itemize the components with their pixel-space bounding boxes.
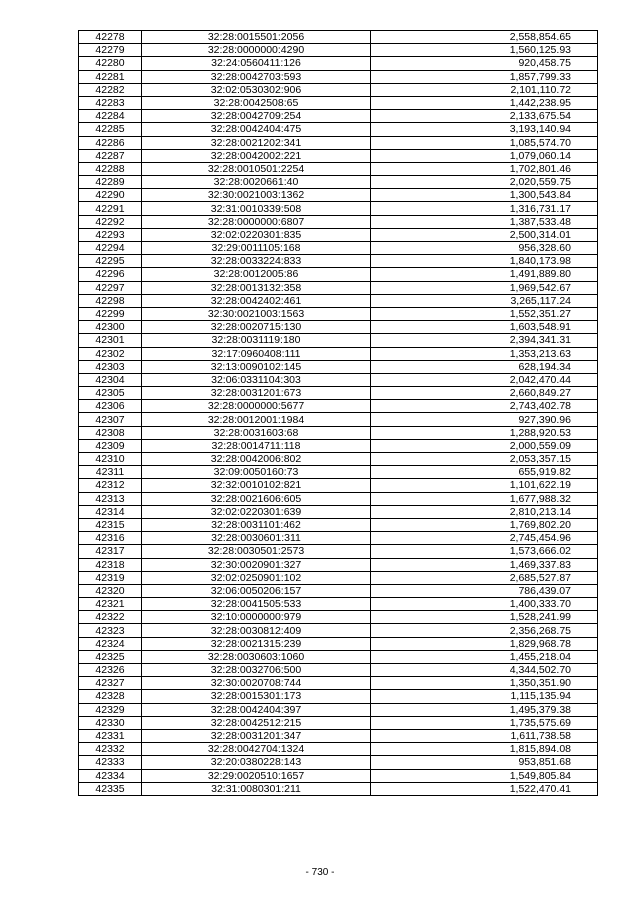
row-id-cell: 42328 bbox=[79, 690, 142, 703]
amount-cell: 1,677,988.32 bbox=[371, 492, 598, 505]
table-row bbox=[79, 677, 598, 690]
cadastral-code-cell: 32:30:0021003:1563 bbox=[142, 307, 371, 320]
row-id-cell: 42308 bbox=[79, 426, 142, 439]
row-id-cell: 42297 bbox=[79, 281, 142, 294]
cadastral-code-cell: 32:28:0031119:180 bbox=[142, 334, 371, 347]
row-id-cell: 42331 bbox=[79, 729, 142, 742]
amount-cell: 1,316,731.17 bbox=[371, 202, 598, 215]
amount-cell: 2,810,213.14 bbox=[371, 505, 598, 518]
table-row bbox=[79, 228, 598, 241]
table-row bbox=[79, 96, 598, 109]
table-row bbox=[79, 202, 598, 215]
amount-cell: 2,660,849.27 bbox=[371, 387, 598, 400]
amount-cell: 3,265,117.24 bbox=[371, 294, 598, 307]
amount-cell: 1,552,351.27 bbox=[371, 307, 598, 320]
row-id-cell: 42327 bbox=[79, 677, 142, 690]
amount-cell: 2,101,110.72 bbox=[371, 83, 598, 96]
table-body bbox=[79, 31, 598, 796]
table-row bbox=[79, 611, 598, 624]
cadastral-code-cell: 32:28:0013132:358 bbox=[142, 281, 371, 294]
row-id-cell: 42296 bbox=[79, 268, 142, 281]
table-row bbox=[79, 413, 598, 426]
row-id-cell: 42299 bbox=[79, 307, 142, 320]
cadastral-code-cell: 32:28:0030601:311 bbox=[142, 532, 371, 545]
row-id-cell: 42313 bbox=[79, 492, 142, 505]
cadastral-code-cell: 32:06:0050206:157 bbox=[142, 584, 371, 597]
amount-cell: 1,079,060.14 bbox=[371, 149, 598, 162]
row-id-cell: 42306 bbox=[79, 400, 142, 413]
row-id-cell: 42311 bbox=[79, 466, 142, 479]
table-row bbox=[79, 505, 598, 518]
table-row bbox=[79, 110, 598, 123]
row-id-cell: 42318 bbox=[79, 558, 142, 571]
row-id-cell: 42333 bbox=[79, 756, 142, 769]
cadastral-code-cell: 32:28:0031603:68 bbox=[142, 426, 371, 439]
table-row bbox=[79, 321, 598, 334]
table-row bbox=[79, 439, 598, 452]
amount-cell: 2,685,527.87 bbox=[371, 571, 598, 584]
amount-cell: 2,020,559.75 bbox=[371, 176, 598, 189]
cadastral-code-cell: 32:28:0042704:1324 bbox=[142, 743, 371, 756]
amount-cell: 1,611,738.58 bbox=[371, 729, 598, 742]
cadastral-code-cell: 32:28:0015501:2056 bbox=[142, 31, 371, 44]
row-id-cell: 42294 bbox=[79, 242, 142, 255]
cadastral-code-cell: 32:28:0000000:5677 bbox=[142, 400, 371, 413]
page-number: - 730 - bbox=[305, 867, 335, 878]
row-id-cell: 42312 bbox=[79, 479, 142, 492]
table-row bbox=[79, 756, 598, 769]
table-row bbox=[79, 492, 598, 505]
row-id-cell: 42315 bbox=[79, 518, 142, 531]
cadastral-code-cell: 32:02:0250901:102 bbox=[142, 571, 371, 584]
table-row bbox=[79, 347, 598, 360]
amount-cell: 1,829,968.78 bbox=[371, 637, 598, 650]
cadastral-code-cell: 32:28:0032706:500 bbox=[142, 664, 371, 677]
table-row bbox=[79, 426, 598, 439]
table-row bbox=[79, 123, 598, 136]
cadastral-code-cell: 32:28:0042709:254 bbox=[142, 110, 371, 123]
cadastral-code-cell: 32:10:0000000:979 bbox=[142, 611, 371, 624]
row-id-cell: 42335 bbox=[79, 782, 142, 795]
row-id-cell: 42323 bbox=[79, 624, 142, 637]
cadastral-code-cell: 32:17:0960408:111 bbox=[142, 347, 371, 360]
table-row bbox=[79, 690, 598, 703]
cadastral-code-cell: 32:31:0010339:508 bbox=[142, 202, 371, 215]
table-row bbox=[79, 716, 598, 729]
cadastral-code-cell: 32:28:0014711:118 bbox=[142, 439, 371, 452]
row-id-cell: 42278 bbox=[79, 31, 142, 44]
row-id-cell: 42332 bbox=[79, 743, 142, 756]
cadastral-code-cell: 32:28:0031101:462 bbox=[142, 518, 371, 531]
amount-cell: 956,328.60 bbox=[371, 242, 598, 255]
row-id-cell: 42334 bbox=[79, 769, 142, 782]
amount-cell: 1,522,470.41 bbox=[371, 782, 598, 795]
cadastral-code-cell: 32:28:0020715:130 bbox=[142, 321, 371, 334]
table-row bbox=[79, 466, 598, 479]
table-row bbox=[79, 294, 598, 307]
cadastral-code-cell: 32:29:0020510:1657 bbox=[142, 769, 371, 782]
row-id-cell: 42290 bbox=[79, 189, 142, 202]
amount-cell: 1,840,173.98 bbox=[371, 255, 598, 268]
amount-cell: 2,558,854.65 bbox=[371, 31, 598, 44]
amount-cell: 2,745,454.96 bbox=[371, 532, 598, 545]
amount-cell: 2,053,357.15 bbox=[371, 453, 598, 466]
cadastral-code-cell: 32:28:0030812:409 bbox=[142, 624, 371, 637]
table-row bbox=[79, 479, 598, 492]
table-row bbox=[79, 650, 598, 663]
row-id-cell: 42317 bbox=[79, 545, 142, 558]
amount-cell: 2,743,402.78 bbox=[371, 400, 598, 413]
row-id-cell: 42289 bbox=[79, 176, 142, 189]
row-id-cell: 42293 bbox=[79, 228, 142, 241]
row-id-cell: 42330 bbox=[79, 716, 142, 729]
amount-cell: 1,491,889.80 bbox=[371, 268, 598, 281]
cadastral-code-cell: 32:28:0042006:802 bbox=[142, 453, 371, 466]
table-row bbox=[79, 584, 598, 597]
amount-cell: 1,400,333.70 bbox=[371, 598, 598, 611]
row-id-cell: 42291 bbox=[79, 202, 142, 215]
amount-cell: 1,549,805.84 bbox=[371, 769, 598, 782]
amount-cell: 920,458.75 bbox=[371, 57, 598, 70]
table-row bbox=[79, 360, 598, 373]
amount-cell: 1,573,666.02 bbox=[371, 545, 598, 558]
row-id-cell: 42288 bbox=[79, 162, 142, 175]
row-id-cell: 42321 bbox=[79, 598, 142, 611]
cadastral-code-cell: 32:28:0000000:4290 bbox=[142, 44, 371, 57]
cadastral-code-cell: 32:28:0030501:2573 bbox=[142, 545, 371, 558]
amount-cell: 2,356,268.75 bbox=[371, 624, 598, 637]
table-row bbox=[79, 782, 598, 795]
table-row bbox=[79, 637, 598, 650]
row-id-cell: 42320 bbox=[79, 584, 142, 597]
cadastral-code-cell: 32:28:0021202:341 bbox=[142, 136, 371, 149]
row-id-cell: 42314 bbox=[79, 505, 142, 518]
cadastral-code-cell: 32:28:0041505:533 bbox=[142, 598, 371, 611]
row-id-cell: 42292 bbox=[79, 215, 142, 228]
row-id-cell: 42329 bbox=[79, 703, 142, 716]
cadastral-code-cell: 32:29:0011105:168 bbox=[142, 242, 371, 255]
cadastral-code-cell: 32:28:0030603:1060 bbox=[142, 650, 371, 663]
amount-cell: 1,528,241.99 bbox=[371, 611, 598, 624]
row-id-cell: 42295 bbox=[79, 255, 142, 268]
table-row bbox=[79, 558, 598, 571]
row-id-cell: 42302 bbox=[79, 347, 142, 360]
amount-cell: 1,857,799.33 bbox=[371, 70, 598, 83]
table-row bbox=[79, 598, 598, 611]
amount-cell: 1,969,542.67 bbox=[371, 281, 598, 294]
cadastral-code-cell: 32:30:0021003:1362 bbox=[142, 189, 371, 202]
amount-cell: 1,560,125.93 bbox=[371, 44, 598, 57]
table-row bbox=[79, 176, 598, 189]
table-row bbox=[79, 189, 598, 202]
cadastral-code-cell: 32:28:0031201:673 bbox=[142, 387, 371, 400]
amount-cell: 1,387,533.48 bbox=[371, 215, 598, 228]
table-row bbox=[79, 532, 598, 545]
amount-cell: 1,702,801.46 bbox=[371, 162, 598, 175]
amount-cell: 1,769,802.20 bbox=[371, 518, 598, 531]
cadastral-code-cell: 32:28:0015301:173 bbox=[142, 690, 371, 703]
cadastral-code-cell: 32:28:0042404:475 bbox=[142, 123, 371, 136]
row-id-cell: 42326 bbox=[79, 664, 142, 677]
row-id-cell: 42319 bbox=[79, 571, 142, 584]
amount-cell: 953,851.68 bbox=[371, 756, 598, 769]
table-row bbox=[79, 44, 598, 57]
cadastral-code-cell: 32:28:0012005:86 bbox=[142, 268, 371, 281]
row-id-cell: 42279 bbox=[79, 44, 142, 57]
cadastral-code-cell: 32:28:0021315:239 bbox=[142, 637, 371, 650]
table-row bbox=[79, 162, 598, 175]
amount-cell: 2,394,341.31 bbox=[371, 334, 598, 347]
cadastral-code-cell: 32:28:0042002:221 bbox=[142, 149, 371, 162]
row-id-cell: 42310 bbox=[79, 453, 142, 466]
cadastral-code-cell: 32:28:0020661:40 bbox=[142, 176, 371, 189]
table-row bbox=[79, 255, 598, 268]
amount-cell: 1,300,543.84 bbox=[371, 189, 598, 202]
amount-cell: 2,000,559.09 bbox=[371, 439, 598, 452]
table-row bbox=[79, 31, 598, 44]
table-row bbox=[79, 70, 598, 83]
amount-cell: 3,193,140.94 bbox=[371, 123, 598, 136]
row-id-cell: 42300 bbox=[79, 321, 142, 334]
table-row bbox=[79, 518, 598, 531]
table-row bbox=[79, 545, 598, 558]
row-id-cell: 42301 bbox=[79, 334, 142, 347]
row-id-cell: 42284 bbox=[79, 110, 142, 123]
table-row bbox=[79, 373, 598, 386]
row-id-cell: 42286 bbox=[79, 136, 142, 149]
cadastral-code-cell: 32:28:0042402:461 bbox=[142, 294, 371, 307]
table-row bbox=[79, 307, 598, 320]
cadastral-code-cell: 32:09:0050160:73 bbox=[142, 466, 371, 479]
row-id-cell: 42287 bbox=[79, 149, 142, 162]
data-table bbox=[78, 30, 598, 796]
cadastral-code-cell: 32:28:0021606:605 bbox=[142, 492, 371, 505]
table-row bbox=[79, 149, 598, 162]
row-id-cell: 42324 bbox=[79, 637, 142, 650]
table-row bbox=[79, 729, 598, 742]
amount-cell: 2,042,470.44 bbox=[371, 373, 598, 386]
table-row bbox=[79, 281, 598, 294]
cadastral-code-cell: 32:28:0042703:593 bbox=[142, 70, 371, 83]
cadastral-code-cell: 32:28:0042404:397 bbox=[142, 703, 371, 716]
amount-cell: 1,603,548.91 bbox=[371, 321, 598, 334]
row-id-cell: 42298 bbox=[79, 294, 142, 307]
row-id-cell: 42322 bbox=[79, 611, 142, 624]
row-id-cell: 42303 bbox=[79, 360, 142, 373]
amount-cell: 1,353,213.63 bbox=[371, 347, 598, 360]
table-row bbox=[79, 664, 598, 677]
table-row bbox=[79, 769, 598, 782]
amount-cell: 927,390.96 bbox=[371, 413, 598, 426]
amount-cell: 1,442,238.95 bbox=[371, 96, 598, 109]
table-row bbox=[79, 571, 598, 584]
cadastral-code-cell: 32:20:0380228:143 bbox=[142, 756, 371, 769]
table-row bbox=[79, 453, 598, 466]
row-id-cell: 42285 bbox=[79, 123, 142, 136]
cadastral-code-cell: 32:13:0090102:145 bbox=[142, 360, 371, 373]
cadastral-code-cell: 32:28:0042508:65 bbox=[142, 96, 371, 109]
amount-cell: 1,085,574.70 bbox=[371, 136, 598, 149]
cadastral-code-cell: 32:31:0080301:211 bbox=[142, 782, 371, 795]
table-row bbox=[79, 387, 598, 400]
table-row bbox=[79, 334, 598, 347]
amount-cell: 1,495,379.38 bbox=[371, 703, 598, 716]
row-id-cell: 42307 bbox=[79, 413, 142, 426]
amount-cell: 1,288,920.53 bbox=[371, 426, 598, 439]
amount-cell: 1,735,575.69 bbox=[371, 716, 598, 729]
cadastral-code-cell: 32:02:0220301:835 bbox=[142, 228, 371, 241]
cadastral-code-cell: 32:30:0020901:327 bbox=[142, 558, 371, 571]
row-id-cell: 42283 bbox=[79, 96, 142, 109]
cadastral-code-cell: 32:28:0012001:1984 bbox=[142, 413, 371, 426]
amount-cell: 2,133,675.54 bbox=[371, 110, 598, 123]
cadastral-code-cell: 32:06:0331104:303 bbox=[142, 373, 371, 386]
cadastral-code-cell: 32:28:0033224:833 bbox=[142, 255, 371, 268]
table-row bbox=[79, 624, 598, 637]
table-row bbox=[79, 400, 598, 413]
amount-cell: 655,919.82 bbox=[371, 466, 598, 479]
row-id-cell: 42325 bbox=[79, 650, 142, 663]
table-row bbox=[79, 57, 598, 70]
table-row bbox=[79, 703, 598, 716]
table-row bbox=[79, 136, 598, 149]
cadastral-code-cell: 32:28:0010501:2254 bbox=[142, 162, 371, 175]
cadastral-code-cell: 32:32:0010102:821 bbox=[142, 479, 371, 492]
row-id-cell: 42280 bbox=[79, 57, 142, 70]
table-row bbox=[79, 242, 598, 255]
cadastral-code-cell: 32:30:0020708:744 bbox=[142, 677, 371, 690]
row-id-cell: 42281 bbox=[79, 70, 142, 83]
amount-cell: 2,500,314.01 bbox=[371, 228, 598, 241]
amount-cell: 628,194.34 bbox=[371, 360, 598, 373]
table-row bbox=[79, 268, 598, 281]
row-id-cell: 42309 bbox=[79, 439, 142, 452]
table-row bbox=[79, 743, 598, 756]
table-row bbox=[79, 215, 598, 228]
amount-cell: 1,101,622.19 bbox=[371, 479, 598, 492]
row-id-cell: 42304 bbox=[79, 373, 142, 386]
cadastral-code-cell: 32:28:0042512:215 bbox=[142, 716, 371, 729]
table-row bbox=[79, 83, 598, 96]
row-id-cell: 42305 bbox=[79, 387, 142, 400]
row-id-cell: 42316 bbox=[79, 532, 142, 545]
amount-cell: 1,815,894.08 bbox=[371, 743, 598, 756]
amount-cell: 4,344,502.70 bbox=[371, 664, 598, 677]
cadastral-code-cell: 32:24:0560411:126 bbox=[142, 57, 371, 70]
amount-cell: 1,455,218.04 bbox=[371, 650, 598, 663]
amount-cell: 1,350,351.90 bbox=[371, 677, 598, 690]
cadastral-code-cell: 32:02:0220301:639 bbox=[142, 505, 371, 518]
cadastral-code-cell: 32:28:0031201:347 bbox=[142, 729, 371, 742]
cadastral-code-cell: 32:02:0530302:906 bbox=[142, 83, 371, 96]
amount-cell: 786,439.07 bbox=[371, 584, 598, 597]
cadastral-code-cell: 32:28:0000000:6807 bbox=[142, 215, 371, 228]
amount-cell: 1,115,135.94 bbox=[371, 690, 598, 703]
amount-cell: 1,469,337.83 bbox=[371, 558, 598, 571]
row-id-cell: 42282 bbox=[79, 83, 142, 96]
